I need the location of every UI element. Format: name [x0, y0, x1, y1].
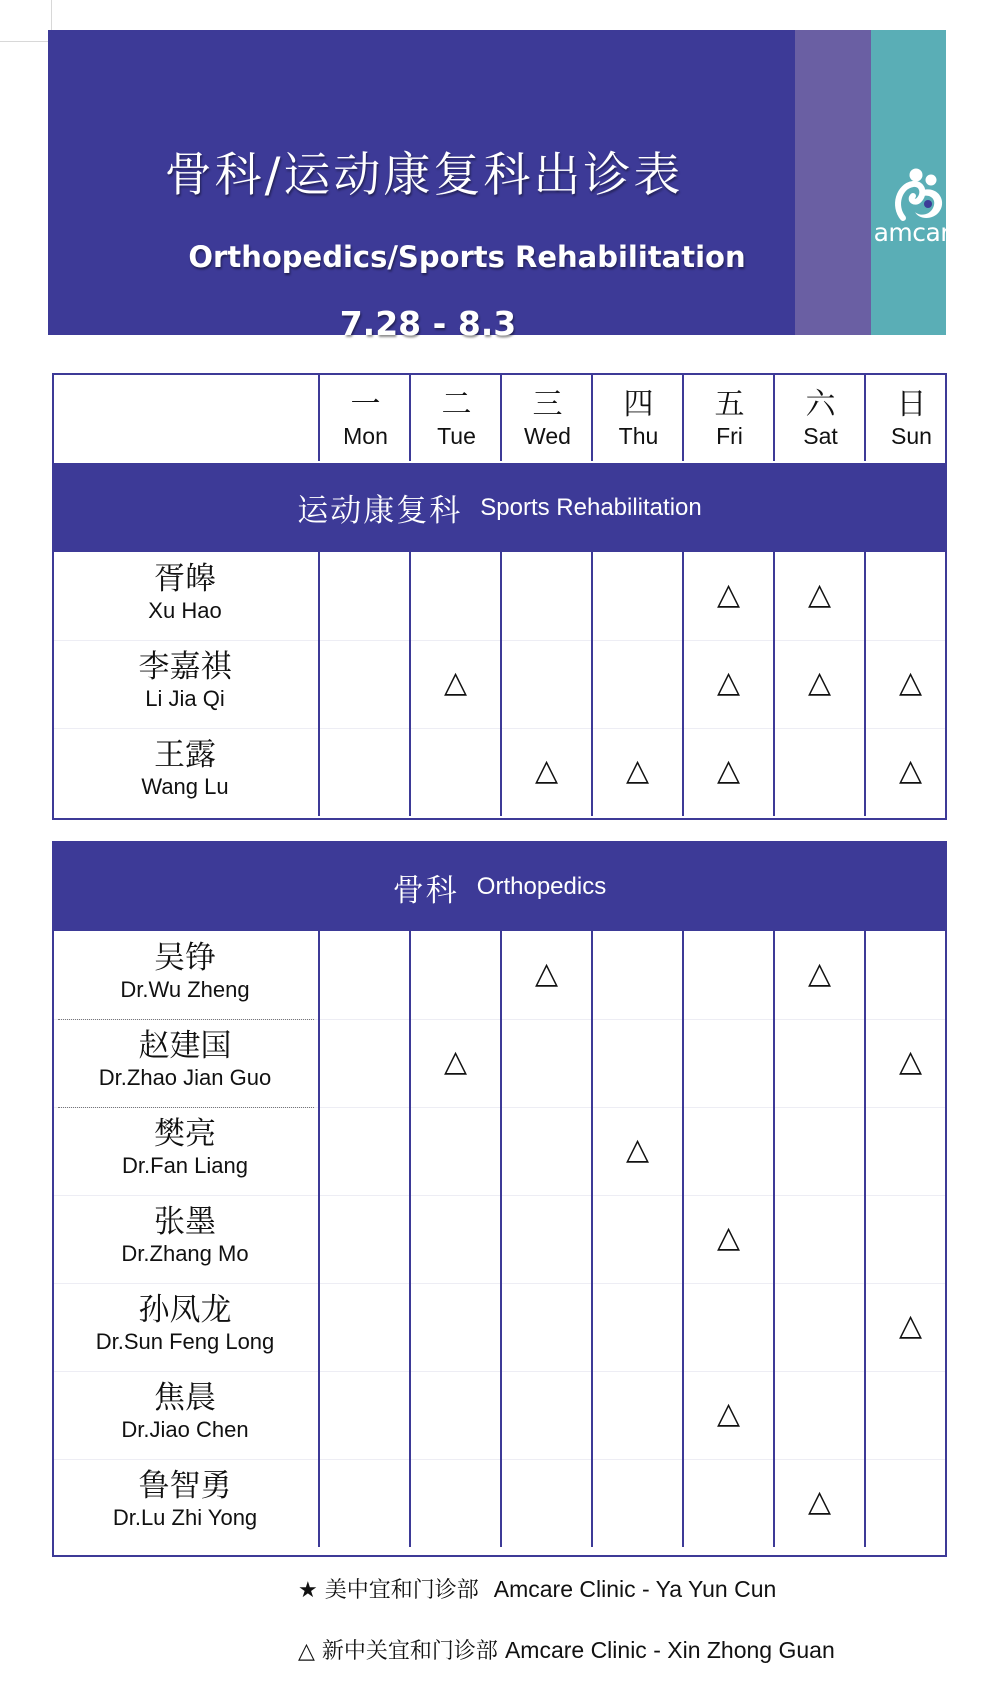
- clinic-triangle-icon: △: [898, 753, 923, 788]
- triangle-icon: △: [298, 1639, 315, 1664]
- day-header-mon: [321, 375, 410, 461]
- doctor-name: [54, 1107, 316, 1179]
- clinic-triangle-icon: △: [534, 753, 559, 788]
- doctor-name: [54, 1371, 316, 1443]
- doctor-name-zh: 赵建国: [138, 1028, 232, 1064]
- clinic-triangle-icon: △: [443, 1044, 468, 1079]
- doctor-name-zh: 樊亮: [154, 1116, 216, 1152]
- column-divider: [864, 552, 866, 816]
- doctor-name-en: Dr.Jiao Chen: [121, 1417, 249, 1442]
- clinic-triangle-icon: △: [716, 753, 741, 788]
- section-band-sports: [54, 463, 945, 552]
- clinic-triangle-icon: △: [807, 1484, 832, 1519]
- dotted-divider: [58, 1107, 314, 1108]
- doctor-name: [54, 931, 316, 1003]
- section-band-ortho: [54, 843, 945, 931]
- doctor-name-en: Wang Lu: [141, 774, 229, 799]
- section-title-en: Sports Rehabilitation: [480, 493, 702, 521]
- day-zh: 二: [441, 387, 472, 422]
- column-divider: [318, 931, 320, 1547]
- corner-mark: [0, 0, 52, 42]
- column-divider: [409, 375, 411, 461]
- column-divider: [864, 375, 866, 461]
- day-en: Tue: [437, 423, 476, 449]
- column-divider: [500, 931, 502, 1547]
- logo-text: amcare: [873, 218, 965, 247]
- column-divider: [591, 375, 593, 461]
- doctor-name: [54, 728, 316, 800]
- clinic-triangle-icon: △: [716, 665, 741, 700]
- clinic-triangle-icon: △: [716, 577, 741, 612]
- amcare-logo: [864, 166, 974, 247]
- legend-zh: 新中关宜和门诊部: [321, 1639, 498, 1664]
- column-divider: [682, 552, 684, 816]
- column-divider: [864, 931, 866, 1547]
- clinic-triangle-icon: △: [898, 665, 923, 700]
- clinic-triangle-icon: △: [898, 1308, 923, 1343]
- clinic-triangle-icon: △: [807, 665, 832, 700]
- doctor-name-en: Dr.Zhao Jian Guo: [98, 1065, 272, 1090]
- date-range: 7.28 - 8.3: [339, 304, 517, 343]
- day-en: Sun: [891, 423, 932, 449]
- day-zh: 一: [350, 387, 381, 422]
- section-title-zh: 运动康复科: [297, 493, 463, 529]
- sports-schedule-table: [52, 373, 947, 820]
- column-divider: [318, 552, 320, 816]
- day-header-sun: [867, 375, 956, 461]
- day-en: Mon: [343, 423, 388, 449]
- doctor-name: [54, 1019, 316, 1091]
- legend-item-star: [298, 1573, 776, 1604]
- legend-en: Amcare Clinic - Xin Zhong Guan: [504, 1637, 835, 1663]
- doctor-name-en: Dr.Wu Zheng: [120, 977, 250, 1002]
- column-divider: [409, 552, 411, 816]
- doctor-name-zh: 胥皞: [154, 561, 216, 597]
- day-header-fri: [685, 375, 774, 461]
- column-divider: [591, 552, 593, 816]
- doctor-name-en: Li Jia Qi: [145, 686, 225, 711]
- column-divider: [591, 931, 593, 1547]
- doctor-name-zh: 鲁智勇: [138, 1468, 232, 1504]
- day-en: Thu: [618, 423, 659, 449]
- section-title-zh: 骨科: [392, 872, 459, 909]
- day-zh: 五: [714, 387, 745, 422]
- banner-stripe-purple: [795, 30, 871, 335]
- header-banner: [48, 30, 965, 343]
- doctor-name-zh: 吴铮: [154, 940, 216, 976]
- day-zh: 六: [805, 387, 836, 422]
- dotted-divider: [58, 1019, 314, 1020]
- column-divider: [773, 375, 775, 461]
- clinic-triangle-icon: △: [807, 577, 832, 612]
- doctor-name: [54, 552, 316, 624]
- doctor-name-zh: 王露: [154, 737, 216, 773]
- legend-zh: 美中宜和门诊部: [324, 1578, 479, 1603]
- day-zh: 三: [532, 387, 563, 422]
- doctor-name-zh: 孙凤龙: [138, 1292, 232, 1328]
- doctor-name: [54, 1459, 316, 1531]
- column-divider: [773, 931, 775, 1547]
- column-divider: [682, 375, 684, 461]
- column-divider: [318, 375, 320, 461]
- column-divider: [500, 375, 502, 461]
- doctor-name-zh: 张墨: [154, 1204, 216, 1240]
- column-divider: [500, 552, 502, 816]
- day-header-tue: [412, 375, 501, 461]
- clinic-triangle-icon: △: [625, 753, 650, 788]
- clinic-triangle-icon: △: [534, 956, 559, 991]
- doctor-name-zh: 焦晨: [154, 1380, 216, 1416]
- day-zh: 四: [623, 387, 654, 422]
- clinic-triangle-icon: △: [716, 1396, 741, 1431]
- day-header-thu: [594, 375, 683, 461]
- clinic-triangle-icon: △: [625, 1132, 650, 1167]
- page-title: 骨科/运动康复科出诊表: [164, 148, 684, 203]
- column-divider: [682, 931, 684, 1547]
- day-en: Fri: [716, 423, 743, 449]
- column-divider: [409, 931, 411, 1547]
- doctor-name: [54, 1195, 316, 1267]
- day-header-wed: [503, 375, 592, 461]
- doctor-name-zh: 李嘉祺: [138, 649, 232, 685]
- column-divider: [773, 552, 775, 816]
- day-en: Sat: [803, 423, 838, 449]
- clinic-triangle-icon: △: [716, 1220, 741, 1255]
- clinic-triangle-icon: △: [898, 1044, 923, 1079]
- day-header-sat: [776, 375, 865, 461]
- day-zh: 日: [896, 387, 927, 422]
- clinic-triangle-icon: △: [443, 665, 468, 700]
- day-en: Wed: [524, 423, 571, 449]
- family-icon: [889, 166, 949, 222]
- section-title-en: Orthopedics: [476, 873, 607, 900]
- doctor-name-en: Dr.Lu Zhi Yong: [112, 1505, 258, 1530]
- star-icon: ★: [298, 1578, 318, 1603]
- doctor-name: [54, 1283, 316, 1355]
- doctor-name: [54, 640, 316, 712]
- doctor-name-en: Xu Hao: [148, 598, 222, 623]
- page-subtitle: Orthopedics/Sports Rehabilitation: [188, 240, 746, 274]
- ortho-schedule-table: [52, 841, 947, 1557]
- doctor-name-en: Dr.Zhang Mo: [121, 1241, 249, 1266]
- legend-en: Amcare Clinic - Ya Yun Cun: [493, 1576, 777, 1602]
- clinic-triangle-icon: △: [807, 956, 832, 991]
- doctor-name-en: Dr.Sun Feng Long: [95, 1329, 275, 1354]
- legend-item-triangle: [298, 1634, 835, 1665]
- doctor-name-en: Dr.Fan Liang: [122, 1153, 248, 1178]
